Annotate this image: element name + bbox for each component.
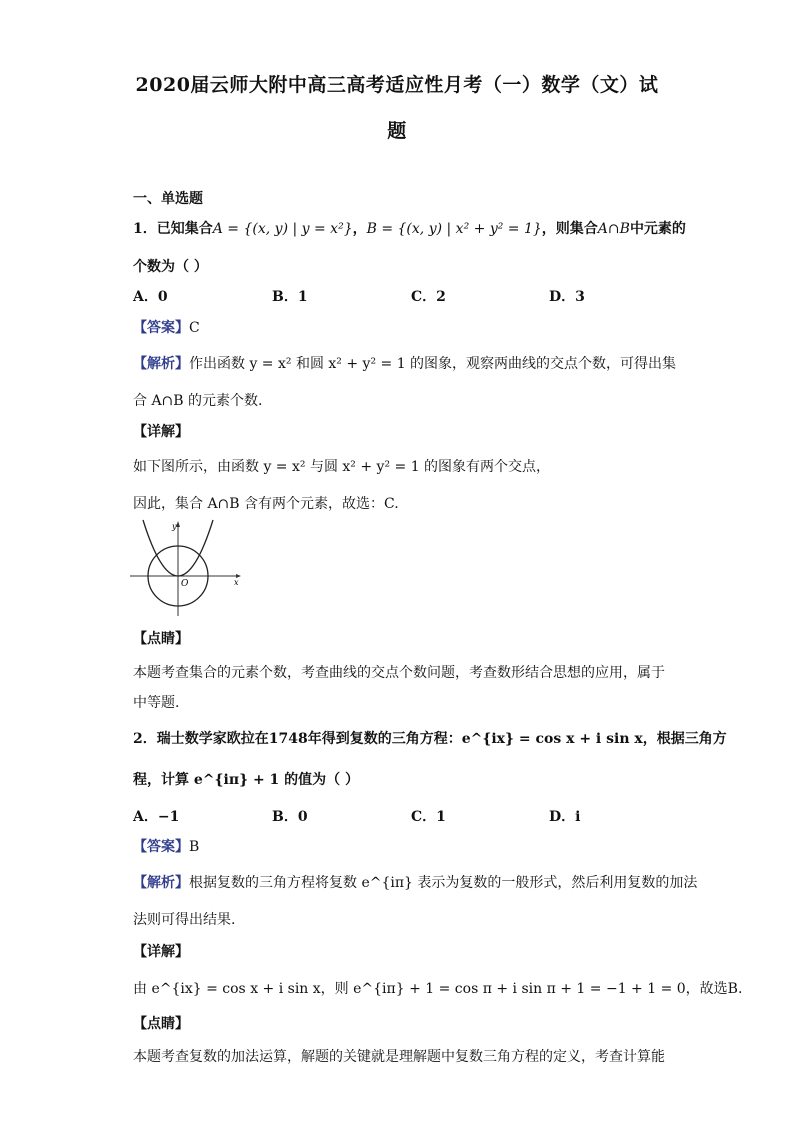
q1-option-c: C．2 (411, 289, 446, 305)
q1-set-b: B = {(x, y) | x² + y² = 1} (366, 221, 542, 237)
q1-comment-tag: 【点睛】 (133, 631, 189, 647)
q1-analysis-line1 (133, 353, 676, 373)
q1-analysis-tag: 【解析】 (133, 356, 189, 372)
q1-option-d: D．3 (549, 289, 585, 305)
q2-option-c: C．1 (411, 809, 446, 825)
q1-detail-line2: 因此，集合 A∩B 含有两个元素，故选：C. (133, 496, 399, 512)
q2-detail-line1: 由 e^{ix} = cos x + i sin x，则 e^{iπ} + 1 = cos π + i sin π + 1 = −1 + 1 = 0，故选B. (133, 981, 743, 997)
q2-stem-line2: 程，计算 e^{iπ} + 1 的值为（ ） (133, 772, 360, 788)
q2-analysis-tag: 【解析】 (133, 875, 189, 891)
q2-analysis-line1 (133, 872, 697, 892)
q1-stem-b: ，则集合 (541, 221, 598, 237)
graph-origin-label: O (181, 579, 189, 589)
q1-comment-line2: 中等题. (133, 695, 180, 711)
q2-comment-tag: 【点睛】 (133, 1016, 189, 1032)
q1-detail-line1: 如下图所示，由函数 y = x² 与圆 x² + y² = 1 的图象有两个交点， (133, 459, 551, 475)
q1-analysis-line2: 合 A∩B 的元素个数. (133, 393, 263, 409)
q2-analysis-text1: 根据复数的三角方程将复数 e^{iπ} 表示为复数的一般形式，然后利用复数的加法 (189, 875, 698, 891)
section-heading: 一、单选题 (133, 191, 203, 207)
q1-stem-line1 (133, 218, 686, 238)
q2-answer-value: B (189, 839, 200, 855)
q1-stem-line2: 个数为（ ） (133, 259, 208, 275)
q2-detail-tag: 【详解】 (133, 944, 189, 960)
q1-option-b: B．1 (272, 289, 308, 305)
q2-answer-tag: 【答案】 (133, 839, 189, 855)
q1-answer (133, 317, 200, 337)
q1-answer-value: C (189, 320, 200, 336)
q2-analysis-line2: 法则可得出结果. (133, 912, 236, 928)
q2-option-d: D．i (549, 809, 581, 825)
graph-y-arrow (176, 521, 180, 527)
doc-title-line2: 题 (387, 120, 407, 142)
q1-comma: ， (352, 221, 367, 237)
q2-option-a: A．−1 (133, 809, 180, 825)
q1-stem-c: 中元素的 (629, 221, 686, 237)
q1-option-a: A．0 (133, 289, 168, 305)
q2-stem-line1: 2．瑞士数学家欧拉在1748年得到复数的三角方程：e^{ix} = cos x + i sin x，根据三角方 (133, 731, 727, 747)
q1-graph (128, 518, 242, 618)
q1-comment-line1: 本题考查集合的元素个数，考查曲线的交点个数问题，考查数形结合思想的应用，属于 (133, 665, 665, 681)
q1-stem-a: 1．已知集合 (133, 221, 213, 237)
q2-comment-line1: 本题考查复数的加法运算，解题的关键就是理解题中复数三角方程的定义，考查计算能 (133, 1049, 665, 1065)
q2-answer (133, 836, 199, 856)
q1-answer-tag: 【答案】 (133, 320, 189, 336)
q1-analysis-text1: 作出函数 y = x² 和圆 x² + y² = 1 的图象，观察两曲线的交点个数，可得出集 (189, 356, 677, 372)
q2-option-b: B．0 (272, 809, 308, 825)
q1-detail-tag: 【详解】 (133, 424, 189, 440)
graph-y-label: y (172, 522, 177, 531)
q1-intersect: A∩B (597, 221, 630, 237)
graph-x-label: x (234, 578, 239, 587)
doc-title-line1: 2020届云师大附中高三高考适应性月考（一）数学（文）试 (135, 74, 659, 96)
q1-set-a: A = {(x, y) | y = x²} (212, 221, 353, 237)
